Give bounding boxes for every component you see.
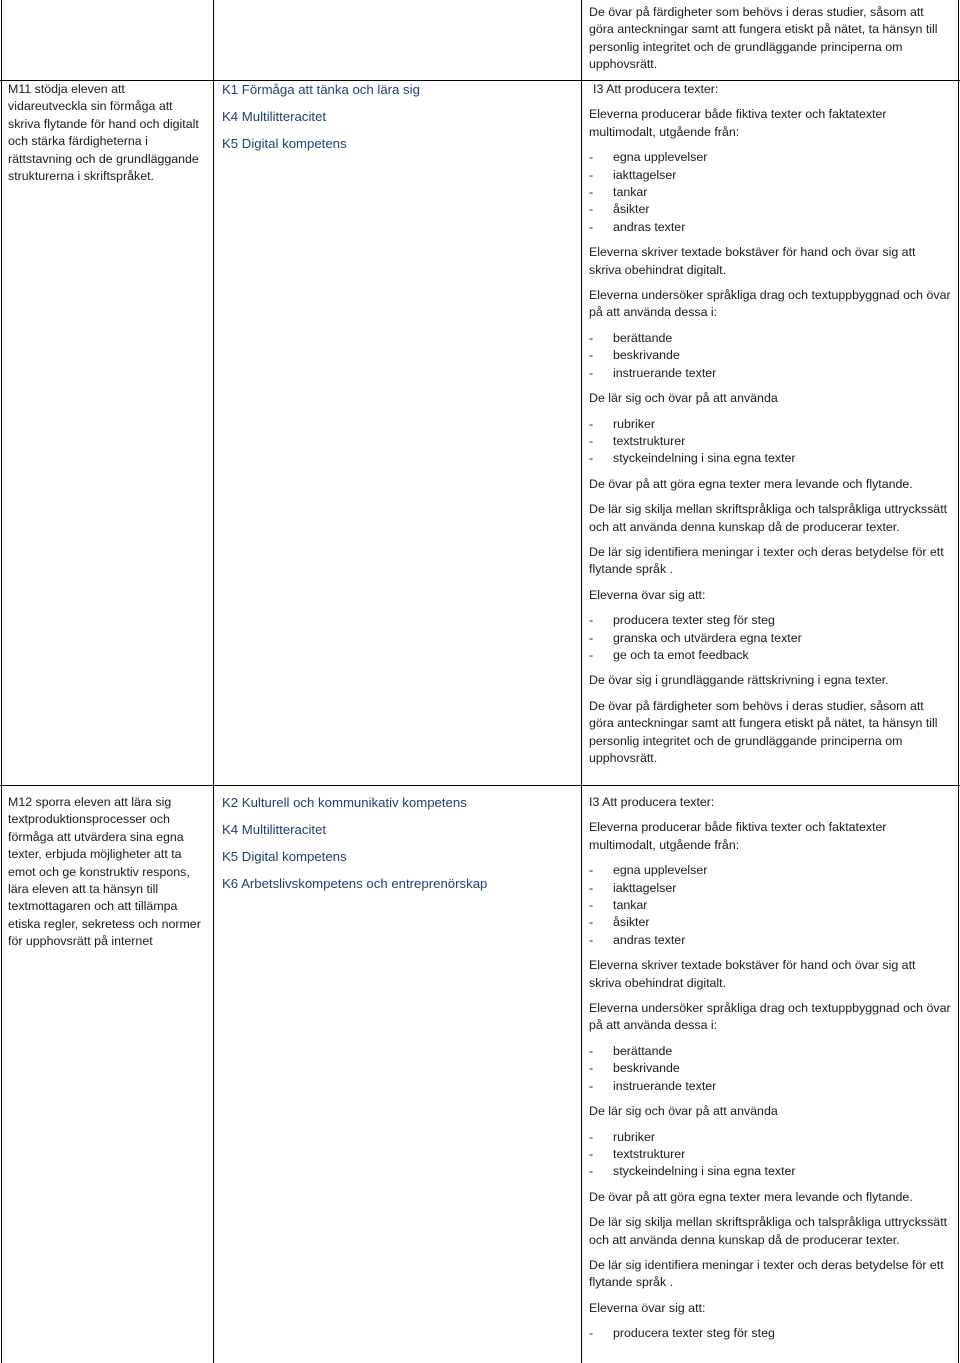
list-item: - instruerande texter [613, 365, 951, 382]
intro-paragraph: Eleverna producerar både fiktiva texter och faktatexter multimodalt, utgående från: [589, 107, 887, 139]
learn-use-paragraph: De lär sig och övar på att använda [589, 391, 778, 406]
goal-text: M11 stödja eleven att vidareutveckla sin förmåga att skriva flytande för hand och digitalt och stärka färdigheterna i rättstavning och de grundläggande strukturerna i skriftspråket. [8, 82, 199, 184]
structures-list [589, 1129, 951, 1181]
list-item: - rubriker [613, 416, 951, 433]
list-item: - berättande [613, 1043, 951, 1060]
practice-list [589, 612, 951, 664]
sentences-paragraph: De lär sig identifiera meningar i texter och deras betydelse för ett flytande språk . [589, 1257, 944, 1290]
list-item: - beskrivande [613, 1060, 951, 1077]
table-border-left [1, 0, 2, 1363]
spelling-paragraph: De övar sig i grundläggande rättskrivning i egna texter. [589, 673, 889, 688]
distinguish-paragraph: De lär sig skilja mellan skriftspråkliga och talspråkliga uttryckssätt och att använda denna kunskap då de producerar texter. [589, 1215, 948, 1247]
practice-list [589, 1325, 951, 1342]
competence-k5: K5 Digital kompetens [222, 136, 347, 151]
goal-text: M12 sporra eleven att lära sig textproduktionsprocesser och förmåga att utvärdera sina egna texter, erbjuda möjligheter att ta emot och ge konstruktiv respons, lära eleven att ta hänsyn till textmottagaren och att tillämpa etiska regler, sekretess och normer för upphovsrätt på internet [8, 795, 201, 949]
list-item: - instruerande texter [613, 1078, 951, 1095]
list-item: - åsikter [613, 914, 951, 931]
fluency-paragraph: De övar på att göra egna texter mera levande och flytande. [589, 1189, 913, 1204]
goal-cell-m12 [8, 794, 206, 959]
intro-paragraph: Eleverna producerar både fiktiva texter och faktatexter multimodalt, utgående från: [589, 820, 887, 852]
goal-cell-m11 [8, 81, 206, 193]
competence-k5: K5 Digital kompetens [222, 849, 347, 864]
learn-use-paragraph: De lär sig och övar på att använda [589, 1104, 778, 1119]
competence-k2: K2 Kulturell och kommunikativ kompetens [222, 795, 467, 810]
practice-intro: Eleverna övar sig att: [589, 587, 706, 602]
list-item: - producera texter steg för steg [613, 612, 951, 629]
list-item: - styckeindelning i sina egna texter [613, 1163, 951, 1180]
competence-k1: K1 Förmåga att tänka och lära sig [222, 82, 420, 97]
list-item: - granska och utvärdera egna texter [613, 630, 951, 647]
text-types-list [589, 1043, 951, 1095]
sentences-paragraph: De lär sig identifiera meningar i texter och deras betydelse för ett flytande språk . [589, 544, 944, 577]
list-item: - ge och ta emot feedback [613, 647, 951, 664]
list-item: - egna upplevelser [613, 149, 951, 166]
content-heading: I3 Att producera texter: [593, 82, 719, 96]
list-item: - rubriker [613, 1129, 951, 1146]
list-item: - tankar [613, 897, 951, 914]
content-cell-row2 [589, 794, 951, 1351]
list-item: - åsikter [613, 201, 951, 218]
handwriting-paragraph: Eleverna skriver textade bokstäver för hand och övar sig att skriva obehindrat digitalt. [589, 958, 916, 990]
list-item: - iakttagelser [613, 880, 951, 897]
fluency-paragraph: De övar på att göra egna texter mera levande och flytande. [589, 476, 913, 491]
list-item: - textstrukturer [613, 433, 951, 450]
handwriting-paragraph: Eleverna skriver textade bokstäver för hand och övar sig att skriva obehindrat digitalt. [589, 245, 916, 277]
list-item: - berättande [613, 330, 951, 347]
list-item: - tankar [613, 184, 951, 201]
distinguish-paragraph: De lär sig skilja mellan skriftspråkliga och talspråkliga uttryckssätt och att använda denna kunskap då de producerar texter. [589, 502, 948, 534]
competence-cell-row2 [222, 789, 577, 897]
list-item: - textstrukturer [613, 1146, 951, 1163]
list-item: - styckeindelning i sina egna texter [613, 450, 951, 467]
competence-k6: K6 Arbetslivskompetens och entreprenörskap [222, 876, 488, 891]
sources-list [589, 862, 951, 949]
list-item: - iakttagelser [613, 167, 951, 184]
text-types-list [589, 330, 951, 382]
top-content-cell [589, 4, 951, 82]
content-heading: I3 Att producera texter: [589, 795, 715, 809]
list-item: - producera texter steg för steg [613, 1325, 951, 1342]
structures-list [589, 416, 951, 468]
explore-paragraph: Eleverna undersöker språkliga drag och textuppbyggnad och övar på att använda dessa i: [589, 1001, 951, 1033]
table-divider-1 [213, 0, 214, 1363]
explore-paragraph: Eleverna undersöker språkliga drag och textuppbyggnad och övar på att använda dessa i: [589, 288, 951, 320]
table-divider-2 [581, 0, 582, 1363]
competence-k4: K4 Multilitteracitet [222, 822, 327, 837]
study-skills-paragraph: De övar på färdigheter som behövs i deras studier, såsom att göra anteckningar samt att fungera etiskt på nätet, ta hänsyn till personlig integritet och de grundläggande principerna om upphovsrätt. [589, 5, 938, 72]
list-item: - andras texter [613, 932, 951, 949]
practice-intro: Eleverna övar sig att: [589, 1300, 706, 1315]
competence-cell-row1 [222, 76, 577, 157]
competence-k4: K4 Multilitteracitet [222, 109, 327, 124]
content-cell-row1 [589, 81, 951, 775]
table-border-right [958, 0, 959, 1363]
sources-list [589, 149, 951, 236]
list-item: - egna upplevelser [613, 862, 951, 879]
list-item: - beskrivande [613, 347, 951, 364]
list-item: - andras texter [613, 219, 951, 236]
row-divider-2 [0, 785, 960, 786]
study-skills-paragraph: De övar på färdigheter som behövs i deras studier, såsom att göra anteckningar samt att fungera etiskt på nätet, ta hänsyn till personlig integritet och de grundläggande principerna om upphovsrätt. [589, 698, 938, 765]
